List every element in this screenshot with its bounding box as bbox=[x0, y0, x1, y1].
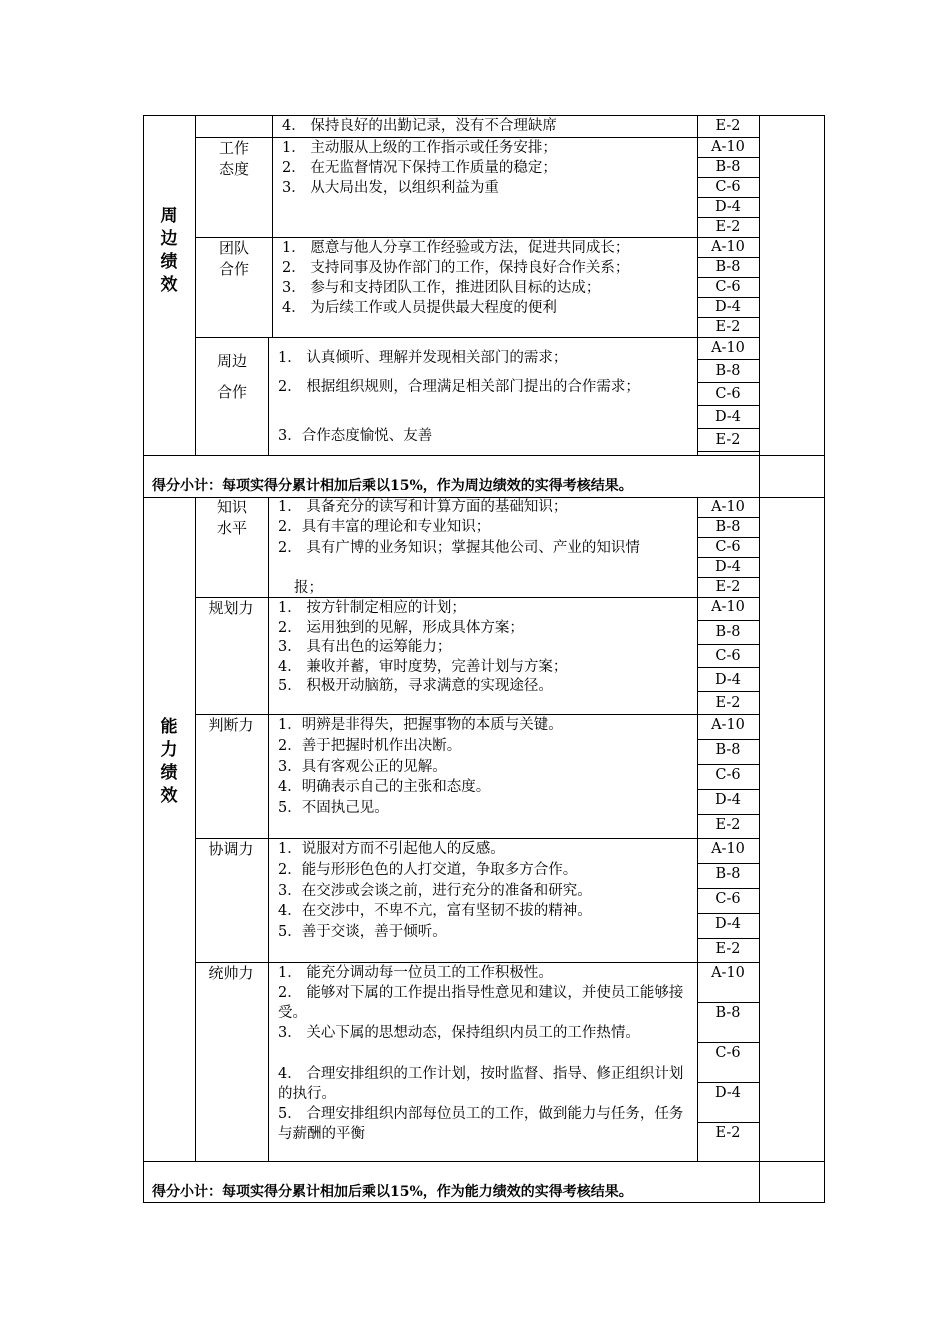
criteria-line: 2． 根据组织规则，合理满足相关部门提出的合作需求； bbox=[278, 379, 640, 395]
grade-option[interactable]: B-8 bbox=[715, 624, 741, 640]
criteria-line: 4． 为后续工作或人员提供最大程度的便利 bbox=[282, 300, 557, 316]
grade-option[interactable]: E-2 bbox=[715, 219, 741, 235]
grade-option[interactable]: E-2 bbox=[715, 941, 741, 957]
grade-option[interactable]: B-8 bbox=[715, 742, 741, 758]
criteria-line: 2．具有丰富的理论和专业知识； bbox=[278, 519, 491, 535]
grade-option[interactable]: D-4 bbox=[714, 299, 742, 315]
grade-option[interactable]: E-2 bbox=[715, 695, 741, 711]
criteria-line: 3．在交涉或会谈之前，进行充分的准备和研究。 bbox=[278, 883, 592, 899]
grade-option[interactable]: A-10 bbox=[711, 139, 745, 155]
category-label-work-attitude: 工作态度 bbox=[218, 139, 249, 178]
grade-option[interactable]: A-10 bbox=[711, 965, 745, 981]
grade-option[interactable]: C-6 bbox=[715, 386, 741, 402]
grade-option[interactable]: E-2 bbox=[715, 432, 741, 448]
grade-option[interactable]: E-2 bbox=[715, 579, 741, 595]
criteria-line: 5． 合理安排组织内部每位员工的工作，做到能力与任务，任务与薪酬的平衡 bbox=[278, 1106, 684, 1142]
grade-option[interactable]: A-10 bbox=[711, 499, 745, 515]
grade-option[interactable]: A-10 bbox=[711, 599, 745, 615]
section-label-cell bbox=[143, 497, 196, 1162]
criteria-line: 2． 运用独到的见解，形成具体方案； bbox=[278, 620, 524, 636]
grade-option[interactable]: E-2 bbox=[715, 817, 741, 833]
criteria-line: 1． 按方针制定相应的计划； bbox=[278, 600, 466, 616]
criteria-line: 2．善于把握时机作出决断。 bbox=[278, 738, 462, 754]
criteria-line: 1． 认真倾听、理解并发现相关部门的需求； bbox=[278, 350, 568, 366]
category-cell bbox=[195, 115, 273, 138]
grade-option[interactable]: B-8 bbox=[715, 159, 741, 175]
criteria-line: 5．不固执己见。 bbox=[278, 800, 389, 816]
criteria-line: 3． 具有出色的运筹能力； bbox=[278, 639, 452, 655]
category-label-knowledge: 知识水平 bbox=[216, 498, 247, 537]
category-label-teamwork: 团队合作 bbox=[218, 239, 249, 278]
criteria-line: 4． 合理安排组织的工作计划，按时监督、指导、修正组织计划的执行。 bbox=[278, 1066, 684, 1102]
criteria-line: 2． 能够对下属的工作提出指导性意见和建议，并使员工能够接受。 bbox=[278, 985, 684, 1021]
grade-option[interactable]: C-6 bbox=[715, 767, 741, 783]
grade-option[interactable]: D-4 bbox=[714, 409, 742, 425]
section-label-ability: 能力绩效 bbox=[160, 717, 178, 806]
criteria-line: 3． 从大局出发，以组织利益为重 bbox=[282, 180, 499, 196]
criteria-line: 4．明确表示自己的主张和态度。 bbox=[278, 779, 491, 795]
grade-option[interactable]: C-6 bbox=[715, 891, 741, 907]
grade-option[interactable]: D-4 bbox=[714, 1085, 742, 1101]
grade-option[interactable]: D-4 bbox=[714, 672, 742, 688]
criteria-line: 2．能与形形色色的人打交道，争取多方合作。 bbox=[278, 862, 578, 878]
grade-option[interactable]: C-6 bbox=[715, 539, 741, 555]
grade-option[interactable]: B-8 bbox=[715, 866, 741, 882]
grade-option[interactable]: D-4 bbox=[714, 916, 742, 932]
grade-option[interactable]: B-8 bbox=[715, 363, 741, 379]
criteria-line: 2． 具有广博的业务知识；掌握其他公司、产业的知识情 bbox=[278, 540, 640, 556]
criteria-line: 4． 保持良好的出勤记录，没有不合理缺席 bbox=[282, 118, 557, 134]
criteria-line: 1． 具备充分的读写和计算方面的基础知识； bbox=[278, 499, 568, 515]
grade-option[interactable]: C-6 bbox=[715, 648, 741, 664]
grade-option[interactable]: C-6 bbox=[715, 1045, 741, 1061]
criteria-line: 3．具有客观公正的见解。 bbox=[278, 759, 447, 775]
criteria-line: 3． 关心下属的思想动态，保持组织内员工的工作热情。 bbox=[278, 1025, 640, 1041]
grade-option[interactable]: C-6 bbox=[715, 279, 741, 295]
subtotal-score-cell[interactable] bbox=[759, 1161, 825, 1203]
criteria-line: 3．合作态度愉悦、友善 bbox=[278, 428, 433, 444]
category-cell bbox=[195, 962, 269, 1162]
grade-option[interactable]: A-10 bbox=[711, 239, 745, 255]
grade-option[interactable]: E-2 bbox=[715, 319, 741, 335]
category-label-judgment: 判断力 bbox=[208, 716, 254, 734]
criteria-line: 1． 愿意与他人分享工作经验或方法，促进共同成长； bbox=[282, 240, 630, 256]
criteria-line: 1．说服对方而不引起他人的反感。 bbox=[278, 841, 505, 857]
subtotal-peripheral: 得分小计：每项实得分累计相加后乘以15%，作为周边绩效的实得考核结果。 bbox=[152, 478, 633, 494]
criteria-line: 2． 在无监督情况下保持工作质量的稳定； bbox=[282, 160, 557, 176]
criteria-line: 1． 能充分调动每一位员工的工作积极性。 bbox=[278, 965, 553, 981]
score-cell[interactable] bbox=[759, 497, 825, 1162]
criteria-line: 3． 参与和支持团队工作，推进团队目标的达成； bbox=[282, 280, 601, 296]
subtotal-ability: 得分小计：每项实得分累计相加后乘以15%，作为能力绩效的实得考核结果。 bbox=[152, 1184, 633, 1200]
criteria-line: 2． 支持同事及协作部门的工作，保持良好合作关系； bbox=[282, 260, 630, 276]
grade-option[interactable]: B-8 bbox=[715, 519, 741, 535]
grade-option[interactable]: A-10 bbox=[711, 717, 745, 733]
grade-option[interactable]: D-4 bbox=[714, 792, 742, 808]
category-label-coordination: 协调力 bbox=[208, 840, 254, 858]
criteria-line: 4． 兼收并蓄，审时度势，完善计划与方案； bbox=[278, 659, 568, 675]
grade-option[interactable]: C-6 bbox=[715, 179, 741, 195]
grade-option[interactable]: A-10 bbox=[711, 340, 745, 356]
criteria-line: 5． 积极开动脑筋，寻求满意的实现途径。 bbox=[278, 678, 553, 694]
grade-option[interactable]: B-8 bbox=[715, 1005, 741, 1021]
criteria-line: 5．善于交谈，善于倾听。 bbox=[278, 924, 447, 940]
criteria-line: 报； bbox=[294, 580, 323, 596]
category-label-peripheral-cooperation: 周边合作 bbox=[216, 352, 247, 401]
grade-option[interactable]: E-2 bbox=[715, 118, 741, 134]
category-label-planning: 规划力 bbox=[208, 599, 254, 617]
criteria-line: 1． 主动服从上级的工作指示或任务安排； bbox=[282, 140, 557, 156]
grade-option[interactable]: A-10 bbox=[711, 841, 745, 857]
grade-option[interactable]: D-4 bbox=[714, 559, 742, 575]
score-cell[interactable] bbox=[759, 115, 825, 456]
section-label-peripheral: 周边绩效 bbox=[160, 206, 178, 295]
category-label-leadership: 统帅力 bbox=[208, 964, 254, 982]
grade-option[interactable]: D-4 bbox=[714, 199, 742, 215]
criteria-line: 1．明辨是非得失，把握事物的本质与关键。 bbox=[278, 717, 563, 733]
grade-option[interactable]: E-2 bbox=[715, 1125, 741, 1141]
grade-option[interactable]: B-8 bbox=[715, 259, 741, 275]
subtotal-score-cell[interactable] bbox=[759, 455, 825, 498]
criteria-line: 4．在交涉中，不卑不亢，富有坚韧不拔的精神。 bbox=[278, 903, 592, 919]
